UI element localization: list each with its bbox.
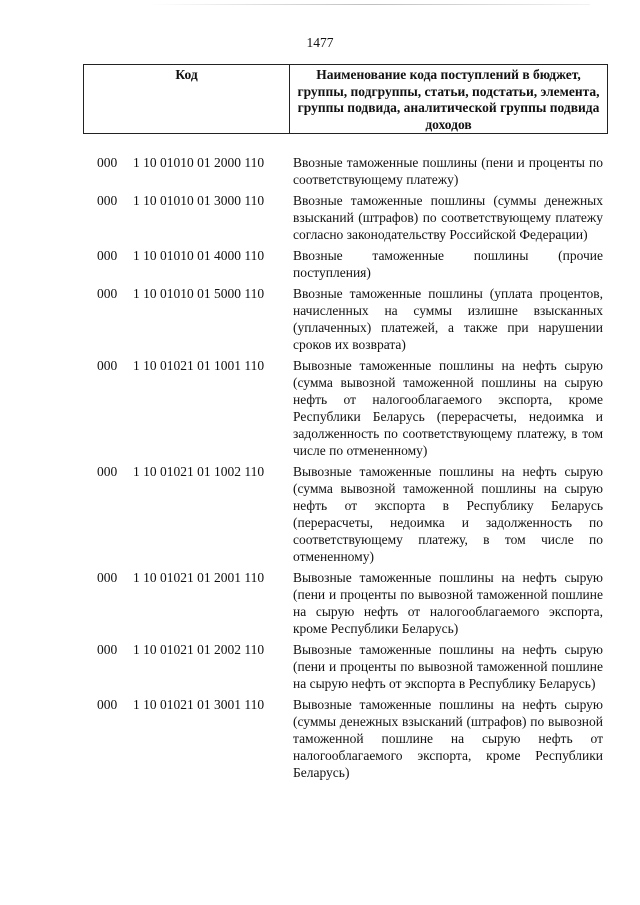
table-row <box>0 463 640 565</box>
row-description: Ввозные таможенные пошлины (прочие поступления) <box>293 248 603 280</box>
table-row <box>0 192 640 243</box>
table-row <box>0 154 640 188</box>
page-number: 1477 <box>306 35 334 50</box>
row-revenue-code: 1 10 01021 01 3001 110 <box>133 697 265 712</box>
row-revenue-code: 1 10 01021 01 2001 110 <box>133 570 265 585</box>
row-admin-code: 000 <box>97 697 118 712</box>
row-revenue-code: 1 10 01010 01 3000 110 <box>133 193 265 208</box>
row-description: Вывозные таможенные пошлины на нефть сырую (сумма вывозной таможенной пошлины на сырую нефть от налогооблагаемого экспорта, кроме Республики Беларусь (перерасчеты, недоимка и задолженность по соответствующему платежу, в том числе по отмененному) <box>293 358 603 458</box>
row-description: Ввозные таможенные пошлины (пени и проценты по соответствующему платежу) <box>293 155 603 187</box>
header-code-column: Код <box>84 65 290 133</box>
table-row <box>0 641 640 692</box>
row-revenue-code: 1 10 01021 01 1001 110 <box>133 358 265 373</box>
row-admin-code: 000 <box>97 248 118 263</box>
row-revenue-code: 1 10 01010 01 4000 110 <box>133 248 265 263</box>
row-description: Вывозные таможенные пошлины на нефть сырую (пени и проценты по вывозной таможенной пошлине на сырую нефть от налогооблагаемого экспорта, кроме Республики Беларусь) <box>293 570 603 636</box>
row-description: Вывозные таможенные пошлины на нефть сырую (пени и проценты по вывозной таможенной пошлине на сырую нефть от экспорта в Республику Беларусь) <box>293 642 603 691</box>
row-description: Вывозные таможенные пошлины на нефть сырую (сумма вывозной таможенной пошлины на сырую нефть от экспорта в Республику Беларусь (перерасчеты, недоимка и задолженность по соответствующему платежу, в том числе по отмененному) <box>293 464 603 564</box>
row-description: Вывозные таможенные пошлины на нефть сырую (суммы денежных взысканий (штрафов) по вывозной таможенной пошлине на сырую нефть от налогооблагаемого экспорта, кроме Республики Беларусь) <box>293 697 603 780</box>
row-revenue-code: 1 10 01021 01 1002 110 <box>133 464 265 479</box>
row-revenue-code: 1 10 01010 01 5000 110 <box>133 286 265 301</box>
row-admin-code: 000 <box>97 358 118 373</box>
row-admin-code: 000 <box>97 286 118 301</box>
row-description: Ввозные таможенные пошлины (уплата процентов, начисленных на суммы излишне взысканных (уплаченных) платежей, а также при нарушении сроков их возврата) <box>293 286 603 352</box>
row-admin-code: 000 <box>97 155 118 170</box>
row-description: Ввозные таможенные пошлины (суммы денежных взысканий (штрафов) по соответствующему платежу согласно законодательству Российской Федерации) <box>293 193 603 242</box>
row-admin-code: 000 <box>97 464 118 479</box>
row-admin-code: 000 <box>97 570 118 585</box>
row-admin-code: 000 <box>97 193 118 208</box>
table-row <box>0 696 640 781</box>
row-revenue-code: 1 10 01010 01 2000 110 <box>133 155 265 170</box>
table-body <box>0 154 640 785</box>
table-row <box>0 569 640 637</box>
table-row <box>0 247 640 281</box>
row-admin-code: 000 <box>97 642 118 657</box>
scan-artifact-line <box>150 4 590 5</box>
row-revenue-code: 1 10 01021 01 2002 110 <box>133 642 265 657</box>
header-name-column: Наименование кода поступлений в бюджет, группы, подгруппы, статьи, подстатьи, элемента, группы подвида, аналитической группы подвида доходов <box>297 67 600 132</box>
table-row <box>0 357 640 459</box>
table-header <box>83 64 608 134</box>
table-row <box>0 285 640 353</box>
